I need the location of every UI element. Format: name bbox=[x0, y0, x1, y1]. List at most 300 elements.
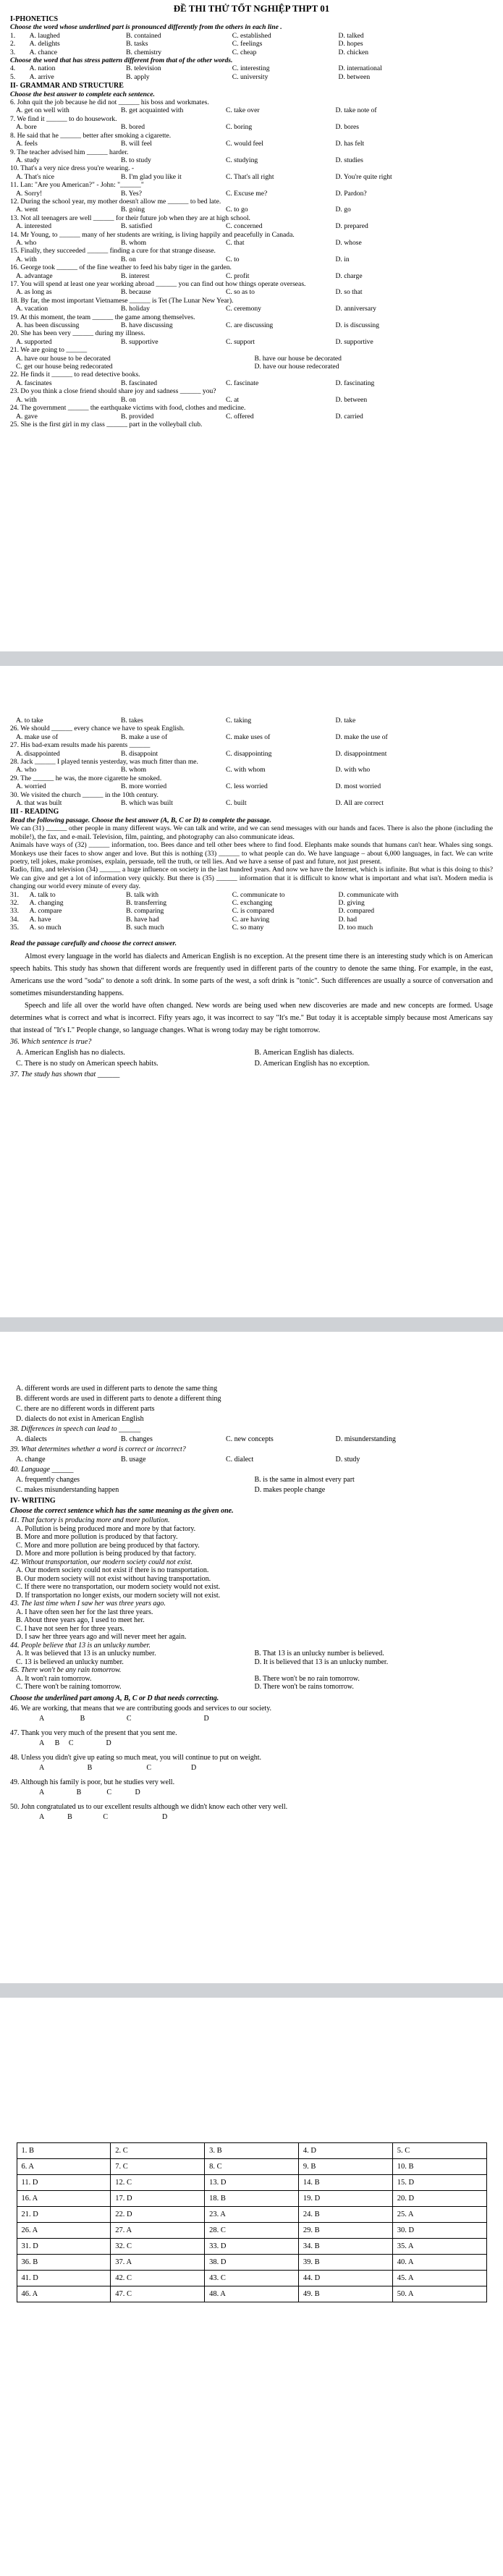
answer-cell: 33. D bbox=[205, 2239, 299, 2255]
question-stem: 8. He said that he ______ better after smoking a cigarette. bbox=[10, 131, 172, 140]
answer-options bbox=[10, 891, 493, 899]
answer-cell: 17. D bbox=[111, 2191, 205, 2207]
answer-option: C. to bbox=[225, 255, 240, 263]
question-stem: 27. His bad-exam results made his parents ______ bbox=[10, 741, 151, 750]
answer-option: A. that was built bbox=[16, 799, 62, 808]
exam-title: ĐỀ THI THỬ TỐT NGHIỆP THPT 01 bbox=[173, 3, 330, 14]
answer-cell: 34. B bbox=[298, 2239, 392, 2255]
answer-option: B. on bbox=[120, 255, 136, 263]
answer-option: C. with whom bbox=[225, 766, 266, 774]
answer-options bbox=[10, 379, 493, 387]
page-2 bbox=[0, 666, 503, 1317]
instruction-rewrite: Choose the correct sentence which has the same meaning as the given one. bbox=[10, 1507, 234, 1515]
answer-cell: 45. A bbox=[392, 2271, 486, 2286]
question-stem: 17. You will spend at least one year working abroad ______ you can find out how things operate overseas. bbox=[10, 280, 306, 288]
answer-option: D. communicate with bbox=[338, 890, 399, 899]
answer-option: C. less worried bbox=[225, 782, 268, 791]
grammar-questions-part2 bbox=[10, 717, 493, 807]
answer-options bbox=[10, 899, 493, 907]
answer-cell: 12. C bbox=[111, 2175, 205, 2191]
question-number: 34. bbox=[10, 915, 19, 924]
answer-cell: 14. B bbox=[298, 2175, 392, 2191]
answer-option: C. fascinate bbox=[225, 379, 259, 387]
question-stem: 36. Which sentence is true? bbox=[10, 1037, 92, 1046]
answer-cell: 19. D bbox=[298, 2191, 392, 2207]
answer-option: B. have our house be decorated bbox=[254, 354, 342, 363]
reading-questions bbox=[10, 1036, 493, 1080]
answer-option: C. to go bbox=[225, 206, 248, 214]
answer-option: B. Yes? bbox=[120, 189, 143, 198]
answer-option: A. interested bbox=[16, 222, 52, 231]
answer-option: D. It is believed that 13 is an unlucky number. bbox=[254, 1657, 389, 1666]
answer-option: B. That 13 is an unlucky number is believed. bbox=[254, 1650, 384, 1657]
phonetics-questions bbox=[10, 32, 493, 56]
answer-options bbox=[10, 1455, 493, 1465]
question-stem: 30. We visited the church ______ in the 10th century. bbox=[10, 790, 158, 799]
question-stem: 15. Finally, they succeeded ______ finding a cure for that strange disease. bbox=[10, 247, 216, 256]
answer-options bbox=[10, 1675, 493, 1692]
answer-option: C. More and more pollution are being produced by that factory. bbox=[16, 1541, 200, 1550]
instruction-stress: Choose the word that has stress pattern different from that of the other words. bbox=[10, 56, 233, 65]
answer-cell: 13. D bbox=[205, 2175, 299, 2191]
answer-row bbox=[17, 2191, 486, 2207]
answer-option: A. feels bbox=[16, 140, 38, 148]
answer-option: C. at bbox=[225, 395, 240, 404]
answer-option: C. there are no different words in different parts bbox=[16, 1405, 155, 1413]
answer-cell: 47. C bbox=[111, 2286, 205, 2302]
answer-row bbox=[17, 2286, 486, 2302]
page-1 bbox=[0, 0, 503, 651]
answer-cell: 46. A bbox=[17, 2286, 111, 2302]
answer-option: C. cheap bbox=[232, 48, 257, 56]
answer-options bbox=[10, 140, 493, 148]
question-stem: 12. During the school year, my mother doesn't allow me ______ to bed late. bbox=[10, 197, 221, 206]
question-stem: 29. The ______ he was, the more cigarette he smoked. bbox=[10, 774, 162, 782]
answer-option: D. talked bbox=[338, 31, 364, 40]
answer-option: C. built bbox=[225, 799, 247, 808]
cloze-options bbox=[10, 891, 493, 932]
question-number: 35. bbox=[10, 924, 19, 932]
question-stem: 10. That's a very nice dress you're wearing. - bbox=[10, 164, 135, 173]
answer-option: B. on bbox=[120, 395, 136, 404]
answer-options bbox=[10, 190, 493, 198]
answer-options bbox=[10, 413, 493, 421]
answer-options bbox=[10, 1475, 493, 1495]
question-stem: 37. The study has shown that ______ bbox=[10, 1070, 120, 1078]
answer-option: C. established bbox=[232, 31, 271, 40]
answer-option: B. to study bbox=[120, 156, 151, 164]
answer-cell: 32. C bbox=[111, 2239, 205, 2255]
answer-option: A. have our house to be decorated bbox=[16, 354, 111, 363]
question-stem: 44. People believe that 13 is an unlucky number. bbox=[10, 1641, 151, 1650]
answer-option: C. communicate to bbox=[232, 890, 285, 899]
answer-option: D. whose bbox=[335, 238, 362, 247]
answer-option: D. hopes bbox=[338, 40, 363, 48]
answer-options bbox=[10, 48, 493, 56]
question-stem: 25. She is the first girl in my class ______ part in the volleyball club. bbox=[10, 420, 203, 428]
instruction-pronunciation: Choose the word whose underlined part is pronounced differently from the others in each line . bbox=[10, 23, 282, 32]
answer-cell: 23. A bbox=[205, 2207, 299, 2223]
answer-options bbox=[10, 288, 493, 296]
question-number: 4. bbox=[10, 64, 16, 73]
answer-option: C. interesting bbox=[232, 64, 270, 73]
answer-options bbox=[10, 305, 493, 313]
answer-option: D. More and more pollution is being produced by that factory. bbox=[16, 1550, 196, 1558]
answer-options bbox=[10, 924, 493, 932]
answer-option: D. go bbox=[335, 206, 351, 214]
cloze-paragraph: Animals have ways of (32) ______ information, too. Bees dance and tell other bees where to find food. Elephants make sounds that humans can't hear. Whales sing songs. Monkeys use their faces to show anger and love. But this is nothing (33) ______ to what people can do. We have language – about 6,000 languages, in fact. We can write poetry, tell jokes, make promises, explain, persuade, tell the truth, or tell lies. And we have a sense of past and future, not just present. bbox=[10, 841, 493, 866]
answer-options bbox=[10, 206, 493, 214]
answer-option: A. frequently changes bbox=[16, 1476, 80, 1484]
answer-option: C. so many bbox=[232, 924, 264, 932]
underline-markers: A B C D bbox=[39, 1714, 209, 1723]
answer-options bbox=[10, 338, 493, 346]
answer-option: D. study bbox=[335, 1456, 360, 1464]
cloze-paragraph: Radio, film, and television (34) ______ a huge influence on society in the last hundred years. And now we have the Internet, which is infinite. But what is this doing to this? We can give and get a lot of information very quickly. But there is (35) ______ information that it is difficult to know what is important and what isn't. Modern media is changing our world every minute of every day. bbox=[10, 866, 493, 891]
page-2-content bbox=[0, 666, 503, 1080]
answer-option: D. American English has no exception. bbox=[254, 1059, 370, 1068]
answer-option: B. I'm glad you like it bbox=[120, 172, 182, 181]
answer-cell: 50. A bbox=[392, 2286, 486, 2302]
stress-questions bbox=[10, 64, 493, 81]
answer-option: C. is compared bbox=[232, 907, 274, 916]
answer-options bbox=[10, 799, 493, 807]
answer-option: B. changes bbox=[120, 1435, 153, 1443]
answer-options bbox=[10, 916, 493, 924]
answer-options bbox=[10, 256, 493, 263]
underline-markers: A B C D bbox=[39, 1812, 168, 1821]
answer-option: D. have our house redecorated bbox=[254, 363, 339, 371]
answer-options bbox=[10, 750, 493, 758]
answer-option: A. different words are used in different parts to denote the same thing bbox=[16, 1385, 218, 1393]
instruction-grammar: Choose the best answer to complete each sentence. bbox=[10, 90, 155, 98]
answer-option: D. carried bbox=[335, 412, 363, 421]
answer-cell: 28. C bbox=[205, 2223, 299, 2239]
answer-option: B. holiday bbox=[120, 305, 150, 313]
answer-option: A. arrive bbox=[29, 72, 54, 81]
answer-cell: 26. A bbox=[17, 2223, 111, 2239]
answer-option: A. vacation bbox=[16, 305, 48, 313]
answer-options bbox=[10, 1435, 493, 1445]
answer-options bbox=[10, 173, 493, 181]
question-stem: 48. Unless you didn't give up eating so much meat, you will continue to put on weight. bbox=[10, 1753, 262, 1762]
answer-option: D. take note of bbox=[335, 106, 377, 115]
answer-option: A. make use of bbox=[16, 732, 59, 741]
answer-option: D. misunderstanding bbox=[335, 1435, 396, 1443]
reading-paragraph: Almost every language in the world has dialects and American English is no exception. At the present time there is an interesting study which is on American speech habits. This study has shown that different words are frequently used in different parts of the country to denote the same thing. For example, in the east, Americans use the word "soda" to denote a soft drink. In some parts of the west, a soft drink is "tonic". Such differences are usually a source of conversation and sometimes misunderstanding happens. bbox=[10, 952, 493, 997]
answer-option: A. bore bbox=[16, 123, 37, 132]
answer-cell: 35. A bbox=[392, 2239, 486, 2255]
answer-option: D. is discussing bbox=[335, 321, 379, 330]
answer-cell: 5. C bbox=[392, 2143, 486, 2159]
answer-row bbox=[17, 2159, 486, 2175]
answer-option: B. going bbox=[120, 206, 145, 214]
answer-option: C. new concepts bbox=[225, 1435, 274, 1443]
answer-option: A. dialects bbox=[16, 1435, 47, 1443]
answer-option: C. ceremony bbox=[225, 305, 261, 313]
answer-option: B. disappoint bbox=[120, 749, 158, 758]
question-stem: 13. Not all teenagers are well ______ for their future job when they are at high school. bbox=[10, 214, 250, 222]
answer-option: D. You're quite right bbox=[335, 172, 392, 181]
answer-option: C. so as to bbox=[225, 288, 255, 297]
answer-option: C. would feel bbox=[225, 140, 263, 148]
answer-options bbox=[10, 1047, 493, 1069]
answer-option: C. There is no study on American speech habits. bbox=[16, 1059, 158, 1068]
answer-row bbox=[17, 2223, 486, 2239]
answer-option: B. fascinated bbox=[120, 379, 158, 387]
answer-option: A. who bbox=[16, 238, 37, 247]
answer-option: B. supportive bbox=[120, 337, 158, 346]
section-phonetics: I-PHONETICS bbox=[10, 15, 59, 23]
answer-option: B. tasks bbox=[126, 40, 148, 48]
answer-cell: 21. D bbox=[17, 2207, 111, 2223]
answer-cell: 27. A bbox=[111, 2223, 205, 2239]
answer-options bbox=[10, 907, 493, 915]
section-writing: IV- WRITING bbox=[10, 1497, 56, 1505]
answer-options bbox=[10, 717, 493, 725]
question-stem: 40. Language ______ bbox=[10, 1466, 74, 1474]
answer-option: D. between bbox=[338, 72, 371, 81]
question-stem: 6. John quit the job because he did not ______ his boss and workmates. bbox=[10, 98, 209, 107]
answer-options bbox=[10, 733, 493, 741]
answer-row bbox=[17, 2207, 486, 2223]
question-number: 5. bbox=[10, 72, 16, 81]
cloze-paragraph: We can (31) ______ other people in many different ways. We can talk and write, and we can send messages with our hands and faces. There is also the phone (including the mobile!), the fax, and e-mail. Television, film, painting, and photography can also communicate ideas. bbox=[10, 824, 493, 841]
page-separator bbox=[0, 1317, 503, 1332]
answer-option: A. supported bbox=[16, 337, 52, 346]
answer-option: D. There won't be rains tomorrow. bbox=[254, 1683, 354, 1691]
answer-key bbox=[0, 1998, 503, 2302]
underline-markers: A B C D bbox=[39, 1739, 111, 1747]
answer-option: A. I have often seen her for the last three years. bbox=[16, 1608, 153, 1616]
answer-options bbox=[10, 1384, 493, 1424]
answer-option: C. profit bbox=[225, 271, 250, 280]
answer-option: B. transferring bbox=[126, 898, 167, 907]
answer-option: D. compared bbox=[338, 907, 375, 916]
answer-option: B. such much bbox=[126, 924, 164, 932]
answer-cell: 15. D bbox=[392, 2175, 486, 2191]
section-reading: III - READING bbox=[10, 808, 59, 816]
answer-options bbox=[10, 766, 493, 774]
question-stem: 18. By far, the most important Vietnamese ______ is Tet (The Lunar New Year). bbox=[10, 296, 234, 305]
question-stem: 14. Mr Young, to ______ many of her students are writing, is living happily and peacefully in Canada. bbox=[10, 230, 295, 239]
answer-option: C. feelings bbox=[232, 40, 263, 48]
question-stem: 39. What determines whether a word is correct or incorrect? bbox=[10, 1445, 186, 1453]
answer-option: A. as long as bbox=[16, 288, 52, 297]
answer-option: D. bores bbox=[335, 123, 360, 132]
question-number: 32. bbox=[10, 898, 19, 907]
answer-option: C. that bbox=[225, 238, 245, 247]
answer-option: B. provided bbox=[120, 412, 154, 421]
answer-option: C. take over bbox=[225, 106, 260, 115]
page-1-content bbox=[0, 0, 503, 428]
answer-option: A. Pollution is being produced more and more by that factory. bbox=[16, 1524, 196, 1533]
answer-option: D. If transportation no longer exists, our modern society will not exist. bbox=[16, 1591, 221, 1600]
answer-cell: 1. B bbox=[17, 2143, 111, 2159]
answer-option: B. usage bbox=[120, 1456, 146, 1464]
answer-option: D. makes people change bbox=[254, 1486, 326, 1494]
answer-option: C. If there were no transportation, our modern society would not exist. bbox=[16, 1583, 221, 1591]
answer-option: C. makes misunderstanding happen bbox=[16, 1486, 119, 1494]
answer-option: B. will feel bbox=[120, 140, 152, 148]
answer-option: B. chemistry bbox=[126, 48, 162, 56]
answer-option: A. went bbox=[16, 206, 38, 214]
answer-option: A. disappointed bbox=[16, 749, 60, 758]
question-stem: 41. That factory is producing more and more pollution. bbox=[10, 1516, 170, 1524]
answer-option: B. takes bbox=[120, 717, 143, 725]
answer-option: C. dialect bbox=[225, 1456, 254, 1464]
answer-options bbox=[10, 782, 493, 790]
instruction-reading: Read the passage carefully and choose the correct answer. bbox=[10, 939, 177, 947]
answer-option: B. satisfied bbox=[120, 222, 153, 231]
answer-option: A. with bbox=[16, 255, 37, 263]
question-stem: 26. We should ______ every chance we have to speak English. bbox=[10, 725, 185, 733]
answer-option: A. to take bbox=[16, 717, 43, 725]
cloze-passage bbox=[10, 824, 493, 890]
answer-option: D. dialects do not exist in American English bbox=[16, 1415, 144, 1423]
answer-option: D. anniversary bbox=[335, 305, 376, 313]
answer-option: B. talk with bbox=[126, 890, 159, 899]
question-stem: 49. Although his family is poor, but he studies very well. bbox=[10, 1778, 175, 1786]
answer-option: B. whom bbox=[120, 238, 147, 247]
answer-cell: 43. C bbox=[205, 2271, 299, 2286]
answer-option: A. get on well with bbox=[16, 106, 69, 115]
question-stem: 9. The teacher advised him ______ harder. bbox=[10, 148, 129, 156]
question-stem: 16. George took ______ of the fine weather to feed his baby tiger in the garden. bbox=[10, 263, 232, 272]
answer-option: C. exchanging bbox=[232, 898, 273, 907]
answer-cell: 7. C bbox=[111, 2159, 205, 2175]
answer-option: D. international bbox=[338, 64, 382, 73]
answer-option: A. Our modern society could not exist if there is no transportation. bbox=[16, 1566, 209, 1574]
answer-option: B. different words are used in different parts to denote a different thing bbox=[16, 1395, 221, 1403]
question-stem: 43. The last time when I saw her was three years ago. bbox=[10, 1600, 166, 1608]
answer-option: C. There won't be raining tomorrow. bbox=[16, 1683, 122, 1691]
answer-option: A. delights bbox=[29, 40, 60, 48]
question-stem: 28. Jack ______ I played tennis yesterday, was much fitter than me. bbox=[10, 758, 198, 767]
answer-option: A. nation bbox=[29, 64, 56, 73]
answer-option: C. studying bbox=[225, 156, 258, 164]
answer-option: B. American English has dialects. bbox=[254, 1048, 355, 1057]
answer-option: B. have had bbox=[126, 915, 159, 924]
answer-option: C. boring bbox=[225, 123, 253, 132]
question-stem: 21. We are going to ______ bbox=[10, 346, 88, 355]
answer-options bbox=[10, 272, 493, 280]
page-4 bbox=[0, 1998, 503, 2576]
answer-option: A. That's nice bbox=[16, 172, 54, 181]
answer-cell: 42. C bbox=[111, 2271, 205, 2286]
answer-cell: 2. C bbox=[111, 2143, 205, 2159]
answer-option: A. advantage bbox=[16, 271, 53, 280]
answer-cell: 24. B bbox=[298, 2207, 392, 2223]
grammar-questions-part1 bbox=[10, 98, 493, 428]
answer-cell: 36. B bbox=[17, 2255, 111, 2271]
answer-option: B. get acquainted with bbox=[120, 106, 184, 115]
answer-option: B. Our modern society will not exist without having transportation. bbox=[16, 1574, 211, 1583]
answer-row bbox=[17, 2143, 486, 2159]
answer-option: B. comparing bbox=[126, 907, 164, 916]
answer-option: B. is the same in almost every part bbox=[254, 1476, 355, 1484]
answer-option: D. chicken bbox=[338, 48, 369, 56]
answer-cell: 22. D bbox=[111, 2207, 205, 2223]
answer-options bbox=[10, 1608, 493, 1642]
question-stem: 45. There won't be any rain tomorrow. bbox=[10, 1666, 122, 1674]
answer-option: A. has been discussing bbox=[16, 321, 80, 330]
question-stem: 42. Without transportation, our modern society could not exist. bbox=[10, 1558, 193, 1566]
answer-option: A. worried bbox=[16, 782, 46, 791]
answer-option: D. most worried bbox=[335, 782, 381, 791]
answer-option: C. I have not seen her for three years. bbox=[16, 1624, 124, 1633]
answer-option: C. Excuse me? bbox=[225, 189, 268, 198]
question-stem: 47. Thank you very much of the present that you sent me. bbox=[10, 1728, 177, 1737]
answer-cell: 40. A bbox=[392, 2255, 486, 2271]
answer-option: C. concerned bbox=[225, 222, 263, 231]
reading-paragraph: Speech and life all over the world have often changed. New words are being used when new discoveries are made and new concepts are formed. Usage determines what is correct and what is incorrect. Fifty years ago, it was incorrect to say "It's me." But today it is acceptable simply because most Americans say that instead of "It's I." People change, so language changes. What is wrong today may be right tomorrow. bbox=[10, 1001, 493, 1034]
answer-option: A. changing bbox=[29, 898, 64, 907]
answer-option: C. disappointing bbox=[225, 749, 272, 758]
underline-markers: A B C D bbox=[39, 1763, 197, 1772]
answer-options bbox=[10, 321, 493, 329]
answer-cell: 8. C bbox=[205, 2159, 299, 2175]
answer-option: C. university bbox=[232, 72, 269, 81]
answer-option: A. who bbox=[16, 766, 37, 774]
question-stem: 38. Differences in speech can lead to ______ bbox=[10, 1425, 141, 1433]
page-separator bbox=[0, 651, 503, 666]
answer-cell: 9. B bbox=[298, 2159, 392, 2175]
answer-cell: 41. D bbox=[17, 2271, 111, 2286]
answer-cell: 37. A bbox=[111, 2255, 205, 2271]
answer-option: A. study bbox=[16, 156, 40, 164]
answer-option: B. make a use of bbox=[120, 732, 168, 741]
answer-option: D. in bbox=[335, 255, 350, 263]
answer-cell: 4. D bbox=[298, 2143, 392, 2159]
answer-option: A. have bbox=[29, 915, 51, 924]
answer-option: B. have discussing bbox=[120, 321, 173, 330]
answer-options bbox=[10, 239, 493, 247]
question-number: 1. bbox=[10, 31, 16, 40]
answer-row bbox=[17, 2271, 486, 2286]
answer-options bbox=[10, 73, 493, 81]
answer-option: C. are discussing bbox=[225, 321, 274, 330]
question-stem: 46. We are working, that means that we are contributing goods and services to our society. bbox=[10, 1704, 272, 1713]
answer-cell: 16. A bbox=[17, 2191, 111, 2207]
answer-option: D. had bbox=[338, 915, 358, 924]
answer-option: A. change bbox=[16, 1456, 46, 1464]
answer-option: A. so much bbox=[29, 924, 62, 932]
question-stem: 19. At this moment, the team ______ the game among themselves. bbox=[10, 313, 195, 321]
answer-options bbox=[10, 123, 493, 131]
answer-options bbox=[10, 396, 493, 404]
answer-option: D. prepared bbox=[335, 222, 368, 231]
question-stem: 11. Lan: "Are you American?" - John: "______" bbox=[10, 181, 144, 190]
answer-option: B. bored bbox=[120, 123, 145, 132]
answer-option: D. studies bbox=[335, 156, 363, 164]
answer-option: B. television bbox=[126, 64, 161, 73]
answer-option: D. has felt bbox=[335, 140, 365, 148]
answer-option: C. support bbox=[225, 337, 255, 346]
answer-option: A. fascinates bbox=[16, 379, 52, 387]
question-number: 3. bbox=[10, 48, 16, 56]
answer-option: C. 13 is believed an unlucky number. bbox=[16, 1657, 124, 1666]
answer-table bbox=[17, 2142, 487, 2302]
answer-option: D. charge bbox=[335, 271, 363, 280]
answer-option: D. too much bbox=[338, 924, 373, 932]
answer-row bbox=[17, 2239, 486, 2255]
answer-option: A. Sorry! bbox=[16, 189, 43, 198]
answer-option: C. That's all right bbox=[225, 172, 274, 181]
answer-option: A. American English has no dialects. bbox=[16, 1048, 125, 1057]
answer-option: D. make the use of bbox=[335, 732, 388, 741]
question-stem: 50. John congratulated us to our excellent results although we didn't know each other very well. bbox=[10, 1802, 288, 1811]
